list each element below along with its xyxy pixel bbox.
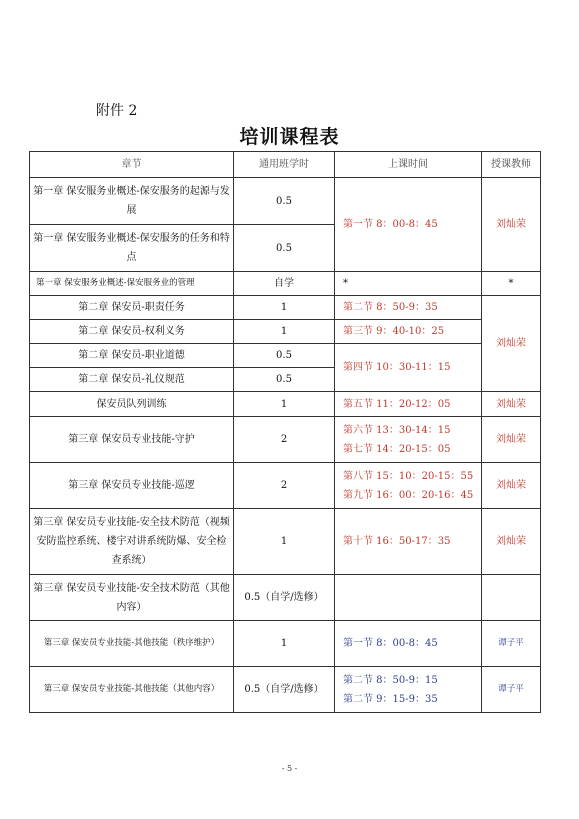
page-number: - 5 - — [281, 764, 298, 773]
page-title: 培训课程表 — [239, 126, 340, 148]
time-cell: 第一节 8：00-8：45 — [335, 178, 482, 272]
hours-cell: 0.5 — [234, 225, 335, 272]
chapter-cell: 第二章 保安员-权利义务 — [30, 320, 234, 344]
table-row — [30, 272, 541, 296]
table-row — [30, 392, 541, 417]
time-cell: 第五节 11：20-12：05 — [335, 392, 482, 417]
hours-cell: 0.5 — [234, 178, 335, 225]
table-header-row — [30, 152, 541, 178]
chapter-cell: 第一章 保安服务业概述-保安服务的任务和特点 — [30, 225, 234, 272]
table-row — [30, 463, 541, 509]
table-row — [30, 320, 541, 344]
table-row — [30, 417, 541, 463]
hours-cell: 自学 — [234, 272, 335, 296]
time-line: 第二节 9：15-9：35 — [343, 693, 438, 705]
time-cell — [335, 667, 482, 713]
chapter-cell: 第二章 保安员-职责任务 — [30, 296, 234, 320]
teacher-cell: 刘灿荣 — [482, 509, 541, 575]
hours-cell: 1 — [234, 320, 335, 344]
header-hours: 通用班学时 — [234, 152, 335, 178]
time-line: 第七节 14：20-15：05 — [343, 443, 451, 455]
teacher-cell — [482, 575, 541, 621]
table-row — [30, 667, 541, 713]
chapter-cell: 第一章 保安服务业概述-保安服务业的管理 — [30, 272, 234, 296]
chapter-cell: 第三章 保安员专业技能-巡逻 — [30, 463, 234, 509]
time-line: 第九节 16：00：20-16：45 — [343, 489, 474, 501]
chapter-cell: 第二章 保安员-职业道德 — [30, 344, 234, 368]
time-cell — [335, 463, 482, 509]
hours-cell: 1 — [234, 392, 335, 417]
table-row — [30, 344, 541, 368]
time-line: 第六节 13：30-14：15 — [343, 424, 451, 436]
attachment-label: 附件 2 — [96, 103, 138, 119]
time-cell: * — [335, 272, 482, 296]
hours-cell: 0.5 — [234, 344, 335, 368]
teacher-cell: 刘灿荣 — [482, 417, 541, 463]
chapter-cell: 保安员队列训练 — [30, 392, 234, 417]
hours-cell: 0.5 — [234, 368, 335, 392]
table-row — [30, 178, 541, 225]
hours-cell: 1 — [234, 621, 335, 667]
chapter-cell: 第二章 保安员-礼仪规范 — [30, 368, 234, 392]
hours-cell: 1 — [234, 296, 335, 320]
time-cell: 第四节 10：30-11：15 — [335, 344, 482, 392]
teacher-cell: 刘灿荣 — [482, 296, 541, 392]
teacher-cell: 刘灿荣 — [482, 392, 541, 417]
hours-cell: 0.5（自学/选修） — [234, 667, 335, 713]
header-teacher: 授课教师 — [482, 152, 541, 178]
chapter-cell: 第三章 保安员专业技能-其他技能（其他内容） — [30, 667, 234, 713]
chapter-cell: 第一章 保安服务业概述-保安服务的起源与发展 — [30, 178, 234, 225]
chapter-cell: 第三章 保安员专业技能-其他技能（秩序维护） — [30, 621, 234, 667]
table-row — [30, 509, 541, 575]
chapter-cell: 第三章 保安员专业技能-安全技术防范（视频安防监控系统、楼宇对讲系统防爆、安全检查系统） — [30, 509, 234, 575]
hours-cell: 2 — [234, 417, 335, 463]
header-time: 上课时间 — [335, 152, 482, 178]
hours-cell: 0.5（自学/选修） — [234, 575, 335, 621]
schedule-table — [29, 151, 541, 713]
table-row — [30, 296, 541, 320]
teacher-cell: * — [482, 272, 541, 296]
time-cell: 第二节 8：50-9：35 — [335, 296, 482, 320]
hours-cell: 1 — [234, 509, 335, 575]
chapter-cell: 第三章 保安员专业技能-安全技术防范（其他内容） — [30, 575, 234, 621]
time-cell — [335, 575, 482, 621]
teacher-cell: 刘灿荣 — [482, 178, 541, 272]
time-cell: 第一节 8：00-8：45 — [335, 621, 482, 667]
time-cell: 第三节 9：40-10：25 — [335, 320, 482, 344]
chapter-cell: 第三章 保安员专业技能-守护 — [30, 417, 234, 463]
teacher-cell: 谭子平 — [482, 621, 541, 667]
table-row — [30, 575, 541, 621]
teacher-cell: 刘灿荣 — [482, 463, 541, 509]
header-chapter: 章节 — [30, 152, 234, 178]
time-cell: 第十节 16：50-17：35 — [335, 509, 482, 575]
time-cell — [335, 417, 482, 463]
teacher-cell: 谭子平 — [482, 667, 541, 713]
time-line: 第八节 15：10：20-15：55 — [343, 470, 474, 482]
time-line: 第二节 8：50-9：15 — [343, 674, 438, 686]
hours-cell: 2 — [234, 463, 335, 509]
table-row — [30, 621, 541, 667]
